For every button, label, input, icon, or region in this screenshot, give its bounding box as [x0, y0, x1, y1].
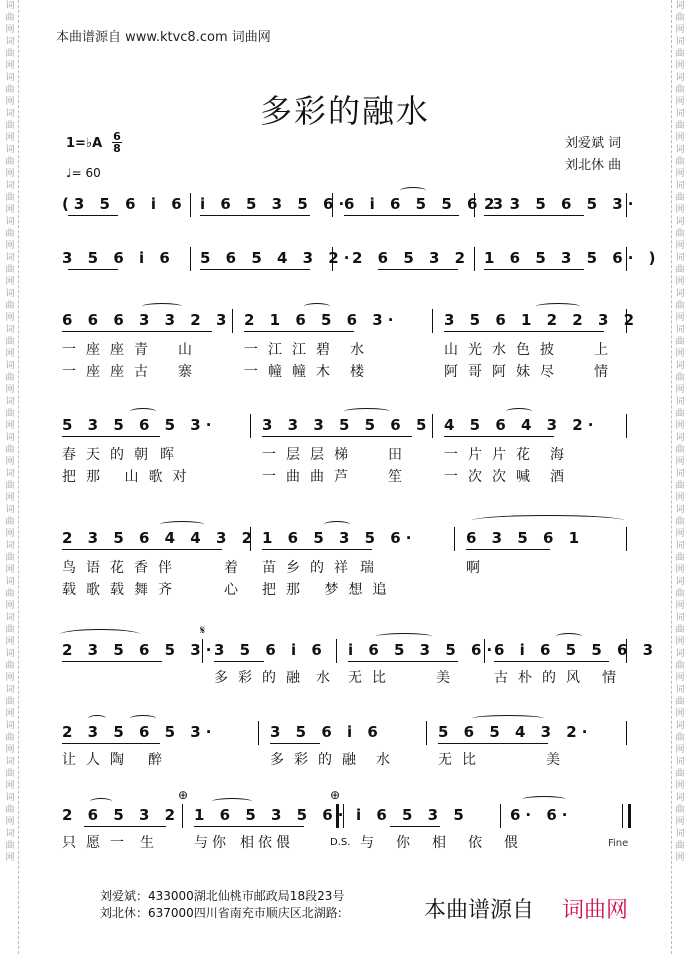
underline [200, 215, 310, 216]
underline [466, 549, 550, 550]
underline [62, 549, 222, 550]
bar-line-double [336, 804, 339, 828]
slur [90, 798, 112, 805]
lyric-line: 一层层梯 田 [262, 447, 412, 463]
lyric-line: 啊 [466, 560, 490, 576]
measure: i 6 5 3 5 6· [200, 195, 350, 213]
bar-line [626, 527, 627, 551]
score-row-3 [60, 309, 640, 380]
underline [390, 826, 440, 827]
lyric-line: 只愿一 生 [62, 835, 164, 851]
measure: 5 3 5 6 5 3· [62, 416, 217, 434]
underline [438, 743, 548, 744]
measure: i 6 5 3 5 6· [348, 641, 498, 659]
score-row-5 [60, 527, 632, 597]
underline [378, 269, 458, 270]
bar-line [258, 721, 259, 745]
underline [84, 826, 166, 827]
bar-line [190, 193, 191, 217]
bar-line [432, 414, 433, 438]
lyric-line: 把那 梦想追 [262, 582, 397, 598]
slur [376, 633, 432, 640]
underline [444, 436, 554, 437]
measure: 1 6 5 3 5 6· [194, 806, 349, 824]
score-row-7 [60, 721, 632, 769]
bar-line-end [622, 804, 623, 828]
underline [244, 331, 354, 332]
underline [484, 215, 584, 216]
measure: 2 3 5 6 5 3· [484, 195, 639, 213]
measure: 1 6 5 3 5 6· ) [484, 249, 661, 267]
bar-line [626, 639, 627, 663]
fine-marking: Fine [608, 838, 629, 849]
bar-line [202, 639, 203, 663]
measure: 5 6 5 4 3 2· [438, 723, 593, 741]
underline [344, 215, 459, 216]
lyric-line: 多彩的融 水 [270, 752, 400, 768]
bar-line-double [343, 804, 344, 828]
bar-line [336, 639, 337, 663]
underline [484, 269, 584, 270]
lyric-line: 鸟语花香伴 着 [62, 560, 248, 576]
measure: 5 6 5 4 3 2· [200, 249, 355, 267]
measure: 2 6 5 3 2 [62, 806, 181, 824]
slur [142, 303, 182, 310]
underline [262, 549, 372, 550]
underline [62, 436, 160, 437]
measure: 6· 6· [510, 806, 573, 824]
underline [68, 269, 118, 270]
score-row-6 [60, 623, 659, 687]
segno-sign: 𝄋 [200, 623, 206, 637]
lyric-line: 一座座古 寨 [62, 364, 202, 380]
bar-line [250, 414, 251, 438]
lyric-line: 一座座青 山 [62, 342, 202, 358]
bar-line-end [628, 804, 631, 828]
bar-line [474, 247, 475, 271]
bar-line [182, 804, 183, 828]
measure: (3 5 6 i 6 [62, 195, 187, 213]
score-row-8 [60, 788, 632, 852]
underline [194, 826, 304, 827]
lyric-line: 一次次喊 酒 [444, 469, 574, 485]
address-composer: 刘北休：637000四川省南充市顺庆区北湖路: [100, 906, 342, 920]
underline [348, 661, 458, 662]
lyricist-credit: 刘爱斌 词 [565, 136, 622, 151]
measure: 2 6 5 3 2 [352, 249, 471, 267]
ds-marking: D.S. [330, 837, 351, 848]
lyric-line: 一幢幢木 楼 [244, 364, 374, 380]
lyric-line: 与你相依偎 [360, 835, 540, 851]
measure: i 6 5 3 5 [356, 806, 469, 824]
bar-line [232, 309, 233, 333]
bar-line [474, 193, 475, 217]
measure: 1 6 5 3 5 6· [262, 529, 417, 547]
brand-left: 本曲谱源自 [424, 898, 535, 923]
slur [324, 521, 350, 528]
lyric-line: 无比 美 [438, 752, 570, 768]
tempo-marking: ♩= 60 [66, 166, 101, 180]
bar-line [626, 721, 627, 745]
measure: 2 3 5 6 5 3· [62, 723, 217, 741]
slur [522, 796, 566, 803]
lyric-line: 把那 山歌对 [62, 469, 197, 485]
lyric-line: 古朴的风 情 [494, 670, 626, 686]
bar-line [484, 639, 485, 663]
underline [62, 331, 212, 332]
bar-line [250, 527, 251, 551]
measure: 2 3 5 6 4 4 3 2 [62, 529, 258, 547]
underline [62, 743, 160, 744]
side-watermark-right: 词曲网 词曲网 词曲网 词曲网 词曲网 词曲网 词曲网 词曲网 词曲网 词曲网 词曲网 词曲网 词曲网 词曲网 词曲网 词曲网 词曲网 词曲网 词曲网 词曲网 词曲网 词曲网 词曲网 词曲网 [671, 0, 688, 954]
underline [62, 661, 162, 662]
bar-line [626, 414, 627, 438]
underline [494, 661, 609, 662]
song-title: 多彩的融水 [259, 92, 430, 130]
slur [506, 408, 532, 415]
underline [262, 436, 412, 437]
slur [212, 798, 252, 805]
lyric-line: 一曲曲芦 笙 [262, 469, 412, 485]
slur [556, 633, 582, 640]
slur [344, 408, 390, 415]
measure: 3 5 6 1 2 2 3 2 [444, 311, 640, 329]
measure: 3 5 6 i 6 [214, 641, 327, 659]
slur [130, 408, 156, 415]
measure: 3 5 6 i 6 [62, 249, 175, 267]
slur [160, 521, 204, 528]
measure: 6 i 6 5 5 6 3 [344, 195, 509, 213]
bar-line [500, 804, 501, 828]
measure: 6 6 6 3 3 2 3 [62, 311, 232, 329]
lyric-line: 一江江碧 水 [244, 342, 374, 358]
score-row-4 [60, 414, 632, 484]
time-signature: 6 8 [113, 130, 121, 155]
brand-right: 词曲网 [562, 898, 629, 923]
measure: 6 3 5 6 1 [466, 529, 585, 547]
measure: 3 3 3 5 5 6 5 [262, 416, 432, 434]
measure: 6 i 6 5 5 6 3 [494, 641, 659, 659]
tie [472, 515, 624, 526]
lyric-line: 阿哥阿妹尽 情 [444, 364, 618, 380]
slur [400, 187, 426, 194]
slur [130, 715, 156, 722]
side-mark: 词曲网 [5, 1, 15, 35]
tie [60, 629, 140, 640]
bar-line [426, 721, 427, 745]
bar-line [626, 193, 627, 217]
bar-line [190, 247, 191, 271]
source-watermark: 本曲谱源自 www.ktvc8.com 词曲网 [56, 30, 271, 45]
underline [444, 331, 604, 332]
lyric-line: 多彩的融 水 [214, 670, 340, 686]
key-signature: 1=♭A [66, 136, 103, 151]
score-row-1 [60, 193, 639, 217]
lyric-line: 让人陶 醉 [62, 752, 172, 768]
side-watermark-left: 词曲网 词曲网 词曲网 词曲网 词曲网 词曲网 词曲网 词曲网 词曲网 词曲网 词曲网 词曲网 词曲网 词曲网 词曲网 词曲网 词曲网 词曲网 词曲网 词曲网 词曲网 词曲网 词曲网 词曲网 [2, 0, 19, 954]
underline [68, 215, 118, 216]
bar-line [332, 247, 333, 271]
measure: 3 5 6 i 6 [270, 723, 383, 741]
lyric-line: 无比 美 [348, 670, 460, 686]
bar-line [454, 527, 455, 551]
slur [88, 715, 106, 722]
measure: 4 5 6 4 3 2· [444, 416, 599, 434]
lyric-line: 山光水色披 上 [444, 342, 618, 358]
lyric-line: 一片片花 海 [444, 447, 574, 463]
slur [472, 715, 544, 722]
measure: 2 3 5 6 5 3· [62, 641, 217, 659]
lyric-line: 苗乡的祥 瑞 [262, 560, 384, 576]
address-lyricist: 刘爱斌：433000湖北仙桃市邮政局18段23号 [100, 889, 345, 903]
bar-line [432, 309, 433, 333]
underline [200, 269, 310, 270]
bar-line [626, 247, 627, 271]
lyric-line: 与你 相依偎 [194, 835, 294, 851]
underline [214, 661, 264, 662]
bar-line [332, 193, 333, 217]
slur [304, 303, 330, 310]
underline [270, 743, 320, 744]
bar-line [626, 309, 627, 333]
slur [536, 303, 580, 310]
measure: 2 1 6 5 6 3· [244, 311, 399, 329]
coda-sign: ⊕ [178, 788, 189, 802]
lyric-line: 春天的朝 晖 [62, 447, 184, 463]
composer-credit: 刘北休 曲 [565, 158, 622, 173]
lyric-line: 载歌载舞齐 心 [62, 582, 248, 598]
score-row-2 [60, 247, 661, 271]
coda-sign: ⊕ [330, 788, 341, 802]
